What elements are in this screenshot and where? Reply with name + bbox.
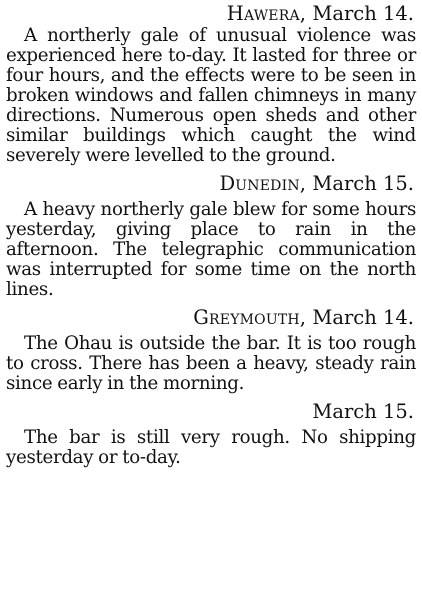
report-paragraph-dunedin: A heavy northerly gale blew for some hours yesterday, giving place to rain in the afternoon. The telegraphic communication was interrupted for some time on the north lines. (6, 199, 416, 300)
dateline-place: Dunedin, (219, 172, 307, 195)
report-paragraph-hawera: A northerly gale of unusual violence was experienced here to-day. It lasted for three or four hours, and the effects were to be seen in broken windows and fallen chimneys in many directions. Numerous open sheds and other similar buildings which caught the wind severely were levelled to the ground. (6, 25, 416, 166)
dateline-hawera (6, 2, 416, 26)
dateline-place: Hawera, (226, 2, 307, 25)
report-paragraph-greymouth-2: The bar is still very rough. No shipping yesterday or to-day. (6, 427, 416, 468)
dateline-date: March 14. (312, 2, 414, 25)
dateline-date: March 15. (312, 400, 414, 423)
dateline-date: March 15. (312, 172, 414, 195)
news-column (6, 2, 416, 468)
report-paragraph-greymouth-1: The Ohau is outside the bar. It is too rough to cross. There has been a heavy, steady rain since early in the morning. (6, 333, 416, 394)
dateline-greymouth-followup (6, 400, 416, 424)
dateline-date: March 14. (312, 306, 414, 329)
dateline-place: Greymouth, (193, 306, 307, 329)
dateline-greymouth (6, 306, 416, 330)
dateline-dunedin (6, 172, 416, 196)
